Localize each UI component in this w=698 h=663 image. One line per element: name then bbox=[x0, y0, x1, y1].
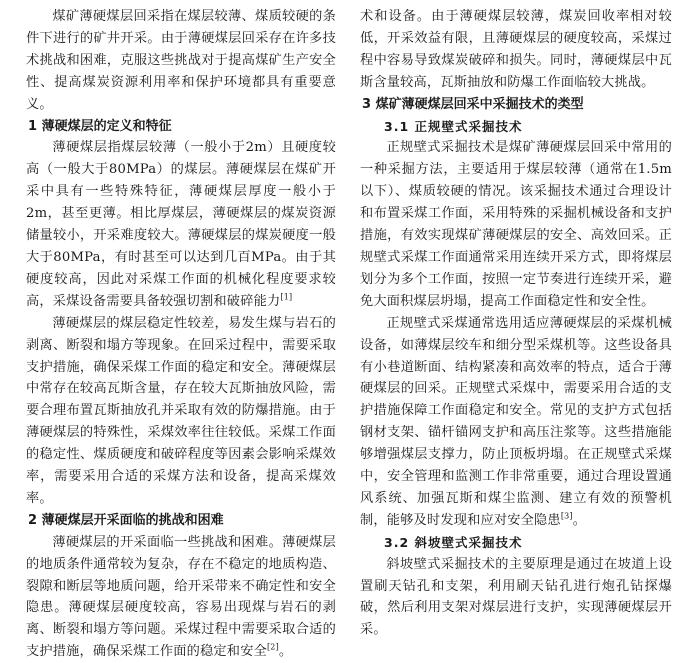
section-1-paragraph-2: 薄硬煤层的煤层稳定性较差，易发生煤与岩石的剥离、断裂和塌方等现象。在回采过程中，需要采取支护措施，确保采煤工作面的稳定和安全。薄硬煤层中常存在较高瓦斯含量，存在较大瓦斯抽放风险，需要合理布置瓦斯抽放孔并采取有效的防爆措施。由于薄硬煤层的特殊性，采煤效率往往较低。采煤工作面的稳定性、煤质硬度和破碎程度等因素会影响采煤效率，需要采用合适的采煤方法和设备，提高采煤效率。 bbox=[26, 315, 336, 506]
subsection-3-2-paragraph-1: 斜坡壁式采掘技术的主要原理是通过在坡道上设置刷天钻孔和支架，利用刷天钻孔进行炮孔钻探爆破，然后利用支架对煤层进行支护，实现薄硬煤层开采。 bbox=[360, 556, 672, 638]
citation-3[interactable]: [3] bbox=[560, 511, 573, 521]
continued-paragraph: 术和设备。由于薄硬煤层较薄，煤炭回收率相对较低，开采效益有限，且薄硬煤层的硬度较高，采煤过程中容易导致煤炭破碎和损失。同时，薄硬煤层中瓦斯含量较高，瓦斯抽放和防爆工作面临较大挑战。 bbox=[360, 9, 672, 90]
section-1-heading: 1 薄硬煤层的定义和特征 bbox=[28, 118, 172, 134]
intro-paragraph: 煤矿薄硬煤层回采指在煤层较薄、煤质较硬的条件下进行的矿井开采。由于薄硬煤层回采存在许多技术挑战和困难，克服这些挑战对于提高煤矿生产安全性、提高煤炭资源利用率和保护环境都具有重要意义。 bbox=[26, 9, 336, 112]
citation-1[interactable]: [1] bbox=[280, 292, 293, 302]
subsection-3-2-heading: 3.2 斜坡壁式采掘技术 bbox=[384, 534, 523, 550]
left-column bbox=[26, 6, 336, 663]
subsection-3-1-heading: 3.1 正规壁式采掘技术 bbox=[384, 118, 523, 134]
section-2-paragraph-1: 薄硬煤层的开采面临一些挑战和困难。薄硬煤层的地质条件通常较为复杂，存在不稳定的地质构造、裂隙和断层等地质问题，给开采带来不确定性和安全隐患。薄硬煤层硬度较高，容易出现煤与岩石的剥离、断裂和塌方等问题。采煤过程中需要采取合适的支护措施，确保采煤工作面的稳定和安全[2]。 bbox=[26, 534, 336, 660]
section-3-heading: 3 煤矿薄硬煤层回采中采掘技术的类型 bbox=[362, 96, 584, 112]
right-column bbox=[360, 6, 672, 641]
subsection-3-1-paragraph-1: 正规壁式采掘技术是煤矿薄硬煤层回采中常用的一种采掘方法，主要适用于煤层较薄（通常在1.5m以下）、煤质较硬的情况。该采掘技术通过合理设计和布置采煤工作面，采用特殊的采掘机械设备和支护措施，有效实现煤矿薄硬煤层的安全、高效回采。正规壁式采煤工作面通常采用连续开采方式，即将煤层划分为多个工作面，按照一定节奏进行连续开采，避免大面积煤层坍塌，提高工作面稳定性和安全性。 bbox=[360, 140, 672, 309]
section-2-heading: 2 薄硬煤层开采面临的挑战和困难 bbox=[28, 512, 224, 528]
section-1-paragraph-1: 薄硬煤层指煤层较薄（一般小于2m）且硬度较高（一般大于80MPa）的煤层。薄硬煤层在煤矿开采中具有一些特殊特征，薄硬煤层厚度一般小于2m，甚至更薄。相比厚煤层，薄硬煤层的煤炭资源储量较小，开采难度较大。薄硬煤层的煤炭硬度一般大于80MPa，有时甚至可以达到几百MPa。由于其硬度较高，因此对采煤工作面的机械化程度要求较高，采煤设备需要具备较强切割和破碎能力[1] bbox=[26, 140, 336, 309]
subsection-3-1-paragraph-2: 正规壁式采煤通常选用适应薄硬煤层的采煤机械设备，如薄煤层绞车和细分型采煤机等。这些设备具有小巷道断面、结构紧凑和高效率的特点，适合于薄硬煤层的回采。正规壁式采煤中，需要采用合适的支护措施保障工作面稳定和安全。常见的支护方式包括钢材支架、锚杆锚网支护和高压注浆等。这些措施能够增强煤层支撑力，防止顶板坍塌。在正规壁式采煤中，安全管理和监测工作非常重要，通过合理设置通风系统、加强瓦斯和煤尘监测、建立有效的预警机制，能够及时发现和应对安全隐患[3]。 bbox=[360, 315, 672, 528]
citation-2[interactable]: [2] bbox=[266, 642, 279, 652]
